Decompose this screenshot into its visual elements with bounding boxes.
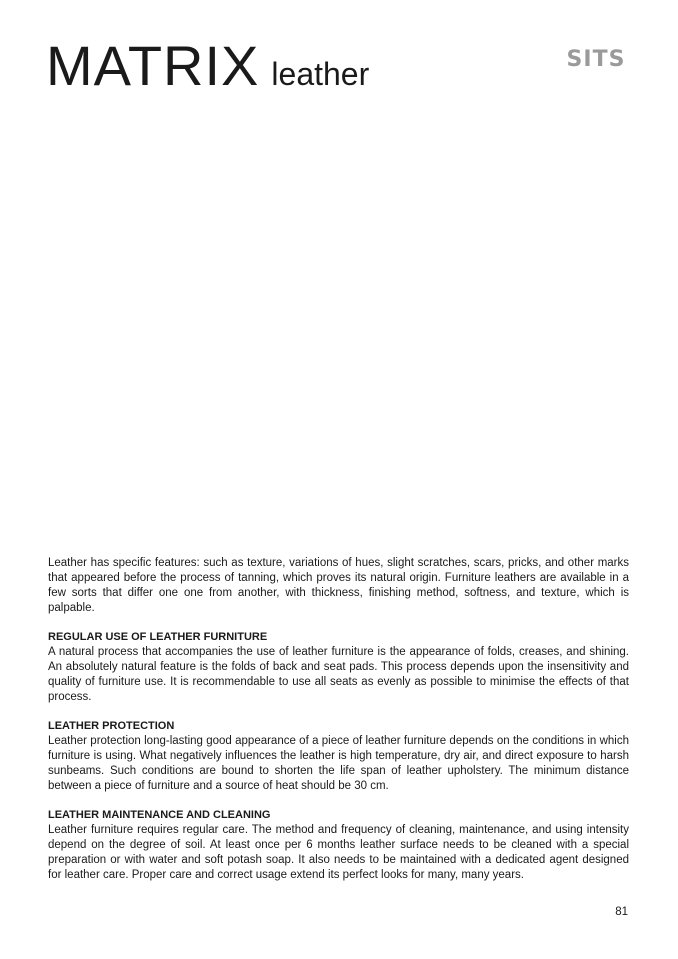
section-heading: LEATHER MAINTENANCE AND CLEANING xyxy=(48,809,271,821)
page-title xyxy=(46,34,370,97)
section-body: Leather furniture requires regular care. The method and frequency of cleaning, maintenance, and using intensity depend on the degree of soil. At least once per 6 months leather surface needs to be cleaned with a special preparation or with water and soft potash soap. It also needs to be maintained with a dedicated agent designed for leather care. Proper care and correct usage extend its perfect looks for many, many years. xyxy=(48,824,629,881)
section-maintenance-cleaning xyxy=(48,808,629,883)
section-heading: REGULAR USE OF LEATHER FURNITURE xyxy=(48,631,268,643)
title-main: MATRIX xyxy=(46,34,260,97)
section-body: Leather protection long-lasting good appearance of a piece of leather furniture depends on the conditions in which furniture is using. What negatively influences the leather is high temperature, dry air, and direct exposure to harsh sunbeams. Such conditions are bound to shorten the life span of leather upholstery. The minimum distance between a piece of furniture and a source of heat should be 30 cm. xyxy=(48,735,629,792)
sits-logo xyxy=(563,46,629,70)
page-number: 81 xyxy=(615,906,628,918)
section-heading: LEATHER PROTECTION xyxy=(48,720,175,732)
logo-text: SITS xyxy=(566,47,626,70)
intro-paragraph: Leather has specific features: such as texture, variations of hues, slight scratches, scars, pricks, and other marks that appeared before the process of tanning, which proves its natural origin. Furniture leathers are available in a few sorts that differ one one from another, with thickness, finishing method, softness, and texture, which is palpable. xyxy=(48,557,629,614)
section-regular-use xyxy=(48,630,629,705)
title-sub: leather xyxy=(271,56,370,92)
main-content xyxy=(48,556,629,883)
section-body: A natural process that accompanies the use of leather furniture is the appearance of folds, creases, and shining. An absolutely natural feature is the folds of back and seat pads. This process depends upon the insensitivity and quality of furniture use. It is recommendable to use all seats as evenly as possible to minimise the effects of that process. xyxy=(48,646,629,703)
section-leather-protection xyxy=(48,719,629,794)
